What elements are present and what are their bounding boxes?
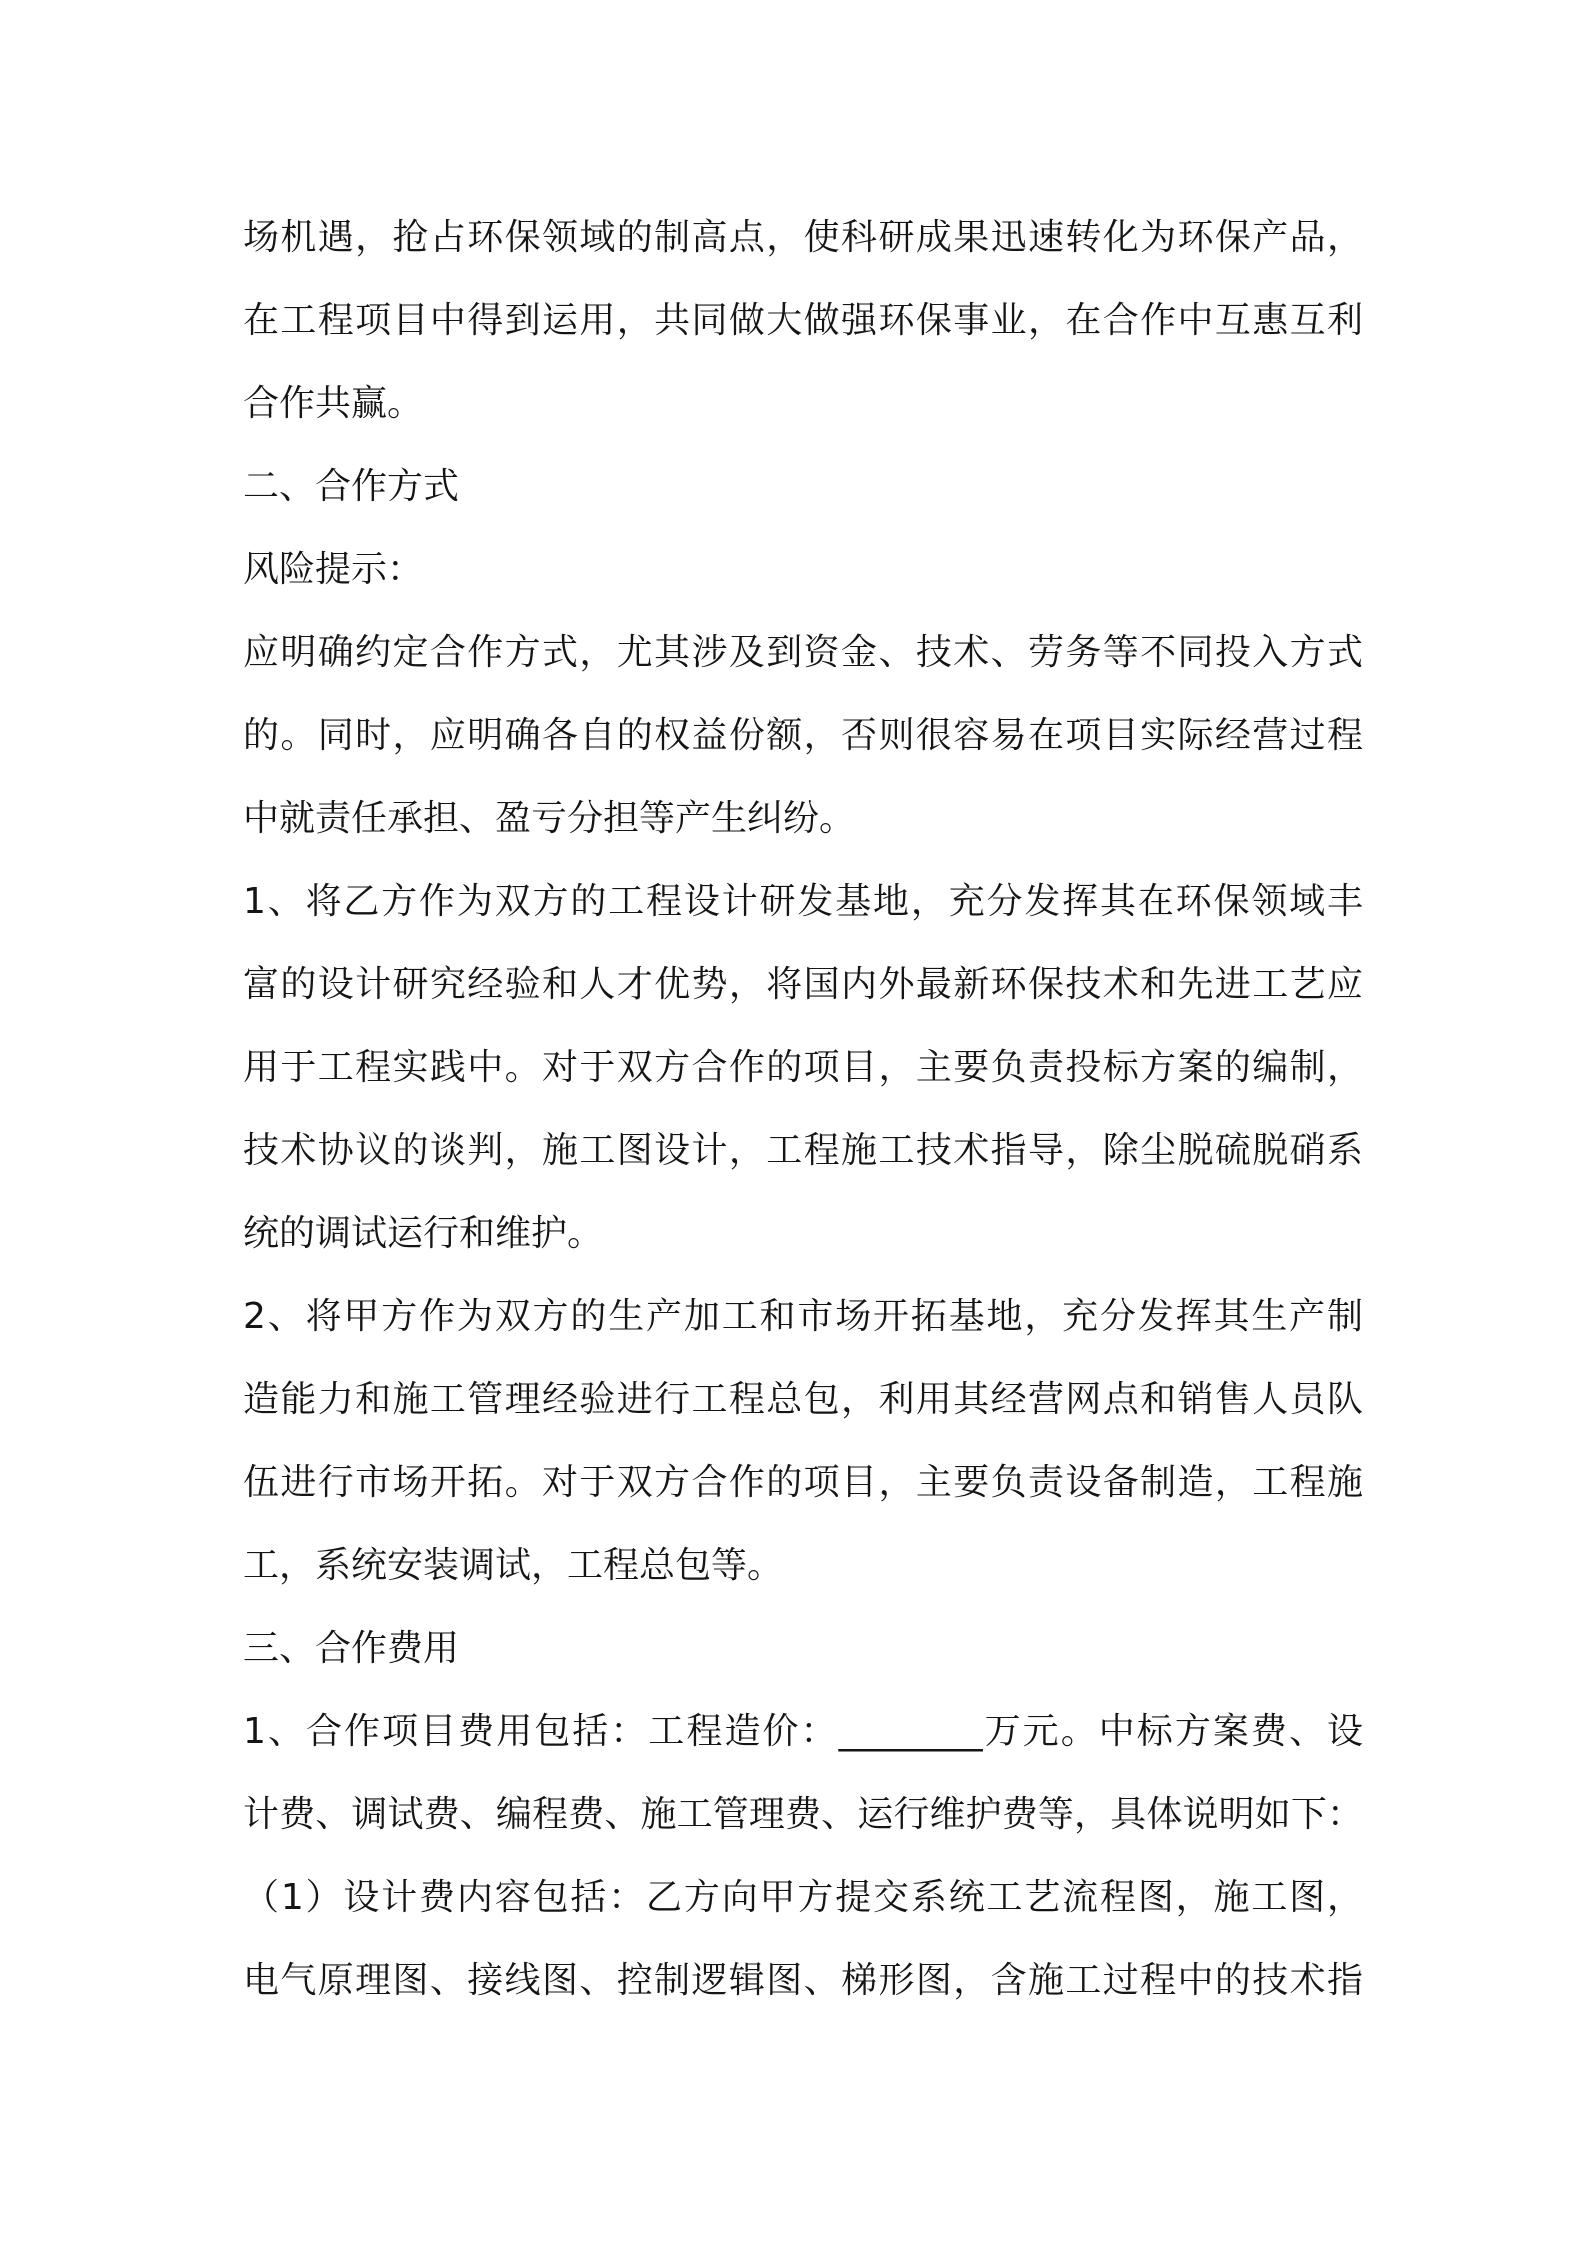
text-line: 场机遇，抢占环保领域的制高点，使科研成果迅速转化为环保产品，	[243, 217, 1363, 258]
text-line: 技术协议的谈判，施工图设计，工程施工技术指导，除尘脱硫脱硝系	[243, 1130, 1363, 1171]
text-line: 用于工程实践中。对于双方合作的项目，主要负责投标方案的编制，	[243, 1047, 1363, 1088]
text-line: 中就责任承担、盈亏分担等产生纠纷。	[243, 798, 856, 839]
section-heading: 三、合作费用	[243, 1628, 460, 1669]
text-line: （1）设计费内容包括：乙方向甲方提交系统工艺流程图，施工图，	[243, 1877, 1363, 1918]
text-line: 在工程项目中得到运用，共同做大做强环保事业，在合作中互惠互利	[243, 300, 1363, 341]
text-line: 1、合作项目费用包括：工程造价：________万元。中标方案费、设	[243, 1711, 1363, 1752]
text-line: 2、将甲方作为双方的生产加工和市场开拓基地，充分发挥其生产制	[243, 1296, 1363, 1337]
text-line: 富的设计研究经验和人才优势，将国内外最新环保技术和先进工艺应	[243, 964, 1363, 1005]
text-line: 统的调试运行和维护。	[243, 1213, 604, 1254]
text-line: 应明确约定合作方式，尤其涉及到资金、技术、劳务等不同投入方式	[243, 632, 1363, 673]
risk-notice-label: 风险提示：	[243, 549, 424, 590]
text-line: 计费、调试费、编程费、施工管理费、运行维护费等，具体说明如下：	[243, 1794, 1363, 1835]
text-line: 1、将乙方作为双方的工程设计研发基地，充分发挥其在环保领域丰	[243, 881, 1363, 922]
text-line: 合作共赢。	[243, 383, 424, 424]
text-line: 电气原理图、接线图、控制逻辑图、梯形图，含施工过程中的技术指	[243, 1960, 1363, 2001]
text-line: 工，系统安装调试，工程总包等。	[243, 1545, 784, 1586]
document-body	[243, 196, 1363, 2022]
text-line: 伍进行市场开拓。对于双方合作的项目，主要负责设备制造，工程施	[243, 1462, 1363, 1503]
text-line: 造能力和施工管理经验进行工程总包，利用其经营网点和销售人员队	[243, 1379, 1363, 1420]
text-line: 的。同时，应明确各自的权益份额，否则很容易在项目实际经营过程	[243, 715, 1363, 756]
section-heading: 二、合作方式	[243, 466, 460, 507]
